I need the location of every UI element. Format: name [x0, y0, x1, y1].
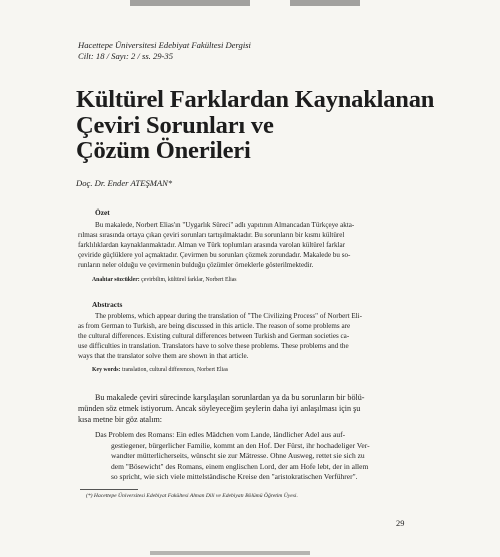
footnote-rule	[80, 489, 138, 490]
author: Doç. Dr. Ender ATEŞMAN*	[76, 178, 173, 188]
text-line: runların neler olduğu ve çevirmenin bulduğu çözümler örneklerle gösterilmektedir.	[78, 261, 314, 269]
journal-issue: Cilt: 18 / Sayı: 2 / ss. 29-35	[78, 51, 174, 61]
ozet-keywords	[92, 277, 237, 283]
body-paragraph	[78, 392, 418, 425]
text-line: so spricht, wie sich viele mittelständische Kreise den "aristokratischen Verführer".	[111, 472, 358, 482]
ozet-text	[78, 220, 408, 270]
abstract-keywords	[92, 367, 228, 373]
keywords-value: çevirbilim, kültürel farklar, Norbert Elias	[141, 277, 237, 283]
text-line: dem "Bösewicht" des Romans, einem englischen Lord, der am Hofe lebt, der in allem	[111, 461, 369, 471]
text-line: çeviride güçlüklere yol açmaktadır. Çevirmen bu sorunları çözmek zorundadır. Makalede bu so-	[78, 251, 351, 259]
footnote: (*) Hacettepe Üniversitesi Edebiyat Fakültesi Alman Dili ve Edebiyatı Bölümü Öğretim Üyesi.	[86, 493, 298, 499]
block-quote	[95, 430, 415, 483]
text-line: as from German to Turkish, are being discussed in this article. The reason of some problems are	[78, 322, 351, 330]
text-line: use difficulties in translation. Translators have to solve these problems. These problems and the	[78, 342, 349, 350]
journal-header	[78, 40, 251, 62]
text-line: farklılıklardan kaynaklanmaktadır. Alman ve Türk toplumları arasında varolan kültürel farklar	[78, 241, 345, 249]
abstract-heading: Abstracts	[92, 300, 123, 309]
text-line: the cultural differences. Existing cultural differences between Turkish and German societies ca-	[78, 332, 350, 340]
page-number: 29	[396, 519, 405, 528]
text-line: Bu makalede çeviri sürecinde karşılaşılan sorunlardan ya da bu sorunların bir bölü-	[95, 393, 365, 402]
title-line: Kültürel Farklardan Kaynaklanan	[76, 86, 435, 113]
title-line: Çözüm Önerileri	[76, 137, 251, 164]
ozet-heading: Özet	[95, 208, 110, 217]
keywords-label: Anahtar sözcükler:	[92, 277, 140, 283]
text-line: wandter mütterlicherseits, wünscht sie zur Mätresse. Ohne Ausweg, rettet sie sich zu	[111, 451, 365, 461]
abstract-text	[78, 311, 408, 361]
text-line: Das Problem des Romans: Ein edles Mädchen vom Lande, ländlicher Adel aus auf-	[95, 430, 346, 439]
text-line: Bu makalede, Norbert Elias'ın "Uygarlık Süreci" adlı yapıtının Almancadan Türkçeye akta-	[95, 221, 355, 229]
scan-artifact-top	[290, 0, 360, 6]
journal-name: Hacettepe Üniversitesi Edebiyat Fakültesi Dergisi	[78, 40, 251, 50]
article-title	[76, 86, 435, 164]
scan-artifact-top	[130, 0, 250, 6]
scan-artifact-bottom	[150, 551, 310, 555]
title-line: Çeviri Sorunları ve	[76, 111, 274, 139]
text-line: The problems, which appear during the translation of "The Civilizing Process" of Norbert Eli-	[95, 312, 363, 320]
text-line: kısa metne bir göz atalım:	[78, 415, 163, 424]
text-line: ways that the translator solve them are shown in that article.	[78, 352, 249, 360]
keywords-value: translation, cultural differences, Norbert Elias	[121, 367, 229, 373]
keywords-label: Key words:	[92, 367, 121, 373]
text-line: gestiegener, bürgerlicher Familie, kommt an den Hof. Der Fürst, ihr hochadeliger Ver-	[111, 440, 370, 450]
text-line: rılması sırasında ortaya çıkan çeviri sorunları tartışılmaktadır. Bu sorunların bir kısmı kültürel	[78, 231, 345, 239]
text-line: münden söz etmek istiyorum. Ancak söyleyeceğim şeylerin daha iyi anlaşılması için şu	[78, 404, 361, 413]
